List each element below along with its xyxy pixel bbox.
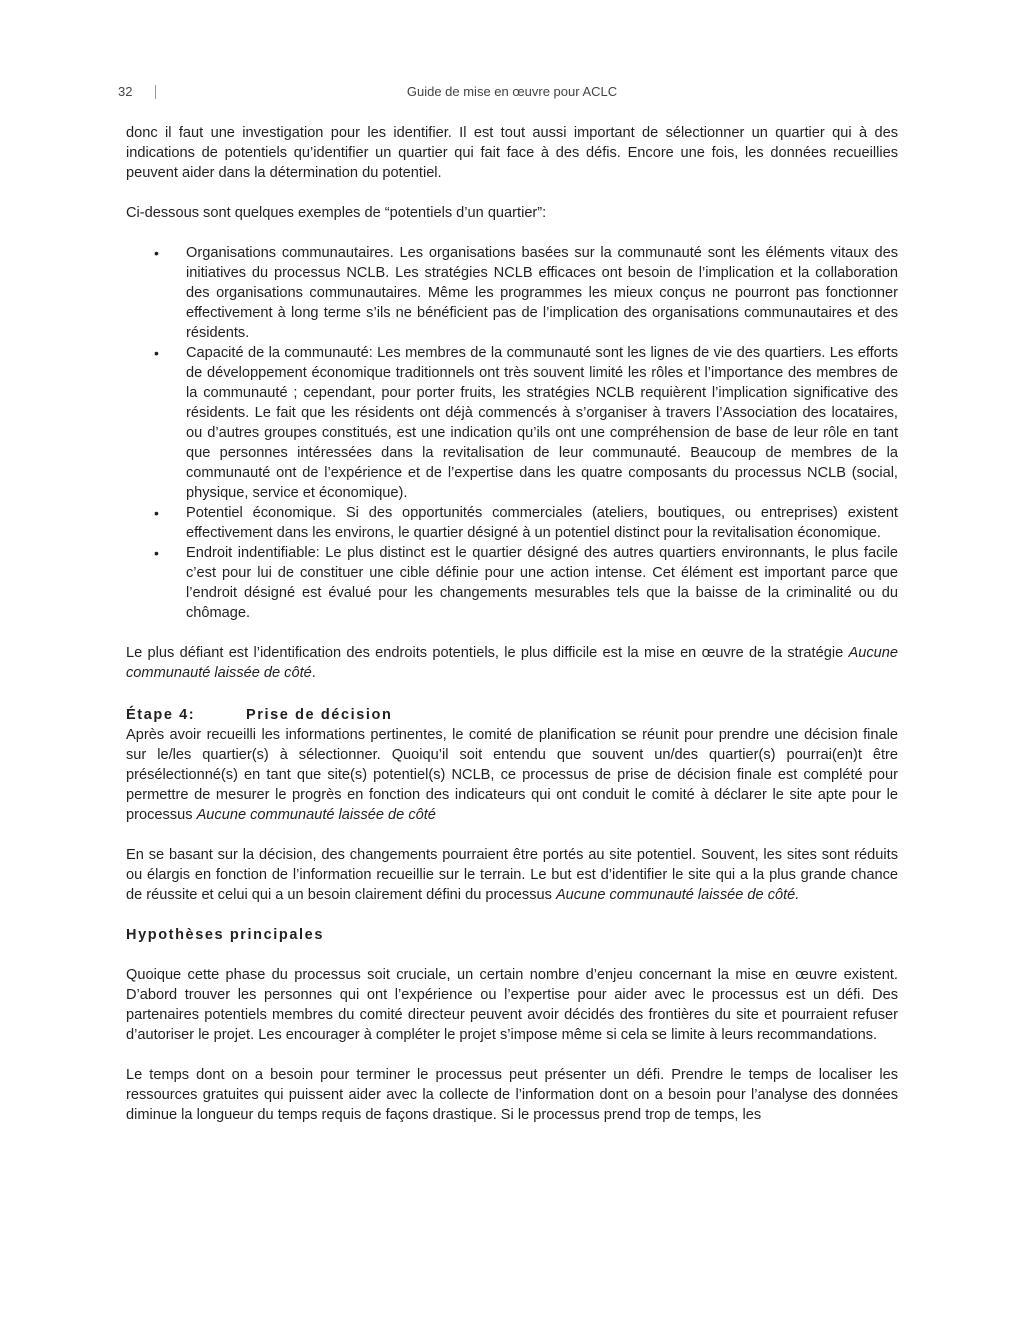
- step-heading: [126, 703, 898, 725]
- running-title: Guide de mise en œuvre pour ACLC: [406, 84, 618, 99]
- paragraph-5: [126, 845, 898, 905]
- potentials-list: [126, 243, 898, 623]
- paragraph-4: [126, 725, 898, 825]
- list-item-text: Capacité de la communauté: Les membres de la communauté sont les lignes de vie des quartiers. Les efforts de développement économique traditionnels ont très souvent limité les rôles et l’importance des membres de la communauté ; cependant, pour porter fruits, les stratégies NCLB requièrent l’implication significative des résidents. Le fait que les résidents ont déjà commencés à s’organiser à travers l’Association des locataires, ou d’autres groupes constitués, est une indication qu’ils ont une compréhension de base de leur rôle en tant que personnes intéressées dans la revitalisation de leur communauté. Beaucoup de membres de la communauté ont de l’expérience et de l’expertise dans les quatre composants du processus NCLB (social, physique, service et économique).: [186, 345, 898, 501]
- page-header: [0, 84, 1024, 104]
- strategy-name: Aucune communauté laissée de côté: [196, 807, 436, 823]
- list-item: [126, 503, 898, 543]
- page-number: 32: [118, 84, 133, 99]
- paragraph-2: Ci-dessous sont quelques exemples de “potentiels d’un quartier”:: [126, 205, 547, 221]
- paragraph-3-text: Le plus défiant est l’identification des endroits potentiels, le plus difficile est la mise en œuvre de la stratégie: [126, 645, 849, 661]
- page-body: [126, 123, 898, 1125]
- list-item-text: Endroit indentifiable: Le plus distinct est le quartier désigné des autres quartiers environnants, le plus facile c’est pour lui de constituer une cible définie pour une action intense. Cet élément est important parce que l’endroit désigné est évalué pour les changements mesurables tels que la baisse de la criminalité ou du chômage.: [186, 545, 898, 621]
- paragraph-5-text: En se basant sur la décision, des changements pourraient être portés au site potentiel. Souvent, les sites sont réduits ou élargis en fonction de l’information recueillie sur le terrain. Le but est d’identifier le site qui a la plus grande chance de réussite et celui qui a un besoin clairement défini du processus: [126, 847, 898, 903]
- strategy-name: Aucune communauté laissée de côté.: [555, 887, 800, 903]
- paragraph-3-end: .: [311, 665, 316, 681]
- list-item-text: Potentiel économique. Si des opportunités commerciales (ateliers, boutiques, ou entreprises) existent effectivement dans les environs, le quartier désigné à un potentiel distinct pour la revitalisation économique.: [186, 505, 898, 541]
- paragraph-4-text: Après avoir recueilli les informations pertinentes, le comité de planification se réunit pour prendre une décision finale sur le/les quartier(s) à sélectionner. Quoiqu’il soit entendu que souvent un/des quartier(s) pourrai(en)t être présélectionné(s) en tant que site(s) potentiel(s) NCLB, ce processus de prise de décision finale est complété pour permettre de mesurer le progrès en fonction des indicateurs qui ont conduit le comité à déclarer le site apte pour le processus: [126, 727, 898, 823]
- list-item: [126, 343, 898, 503]
- list-item: [126, 543, 898, 623]
- bullet-icon: •: [154, 545, 159, 561]
- step-label: Étape 4:: [126, 707, 196, 723]
- paragraph-7: Le temps dont on a besoin pour terminer le processus peut présenter un défi. Prendre le temps de localiser les ressources gratuites qui puissent aider avec la collecte de l’information dont on a besoin pour l’analyse des données diminue la longueur du temps requis de façons drastique. Si le processus prend trop de temps, les: [126, 1067, 898, 1123]
- paragraph-1: donc il faut une investigation pour les identifier. Il est tout aussi important de sélectionner un quartier qui à des indications de potentiels qu’identifier un quartier qui fait face à des défis. Encore une fois, les données recueillies peuvent aider dans la détermination du potentiel.: [126, 125, 898, 181]
- section-heading: Hypothèses principales: [126, 927, 324, 943]
- bullet-icon: •: [154, 345, 159, 361]
- bullet-icon: •: [154, 505, 159, 521]
- paragraph-6: Quoique cette phase du processus soit cruciale, un certain nombre d’enjeu concernant la mise en œuvre existent. D’abord trouver les personnes qui ont l’expérience ou l’expertise pour aider avec le processus est un défi. Des partenaires potentiels membres du comité directeur peuvent avoir décidés des frontières du site et pourraient refuser d’autoriser le projet. Les encourager à compléter le projet s’impose même si cela se limite à leurs recommandations.: [126, 967, 898, 1043]
- list-item-text: Organisations communautaires. Les organisations basées sur la communauté sont les éléments vitaux des initiatives du processus NCLB. Les stratégies NCLB efficaces ont besoin de l’implication et la collaboration des organisations communautaires. Même les programmes les mieux conçus ne pourront pas fonctionner effectivement à long terme s’ils ne bénéficient pas de l’implication des organisations communautaires et des résidents.: [186, 245, 898, 341]
- bullet-icon: •: [154, 245, 159, 261]
- strategy-name: Aucune communauté laissée de côté: [126, 645, 898, 681]
- step-title: Prise de décision: [246, 707, 393, 723]
- list-item: [126, 243, 898, 343]
- paragraph-3: [126, 643, 898, 683]
